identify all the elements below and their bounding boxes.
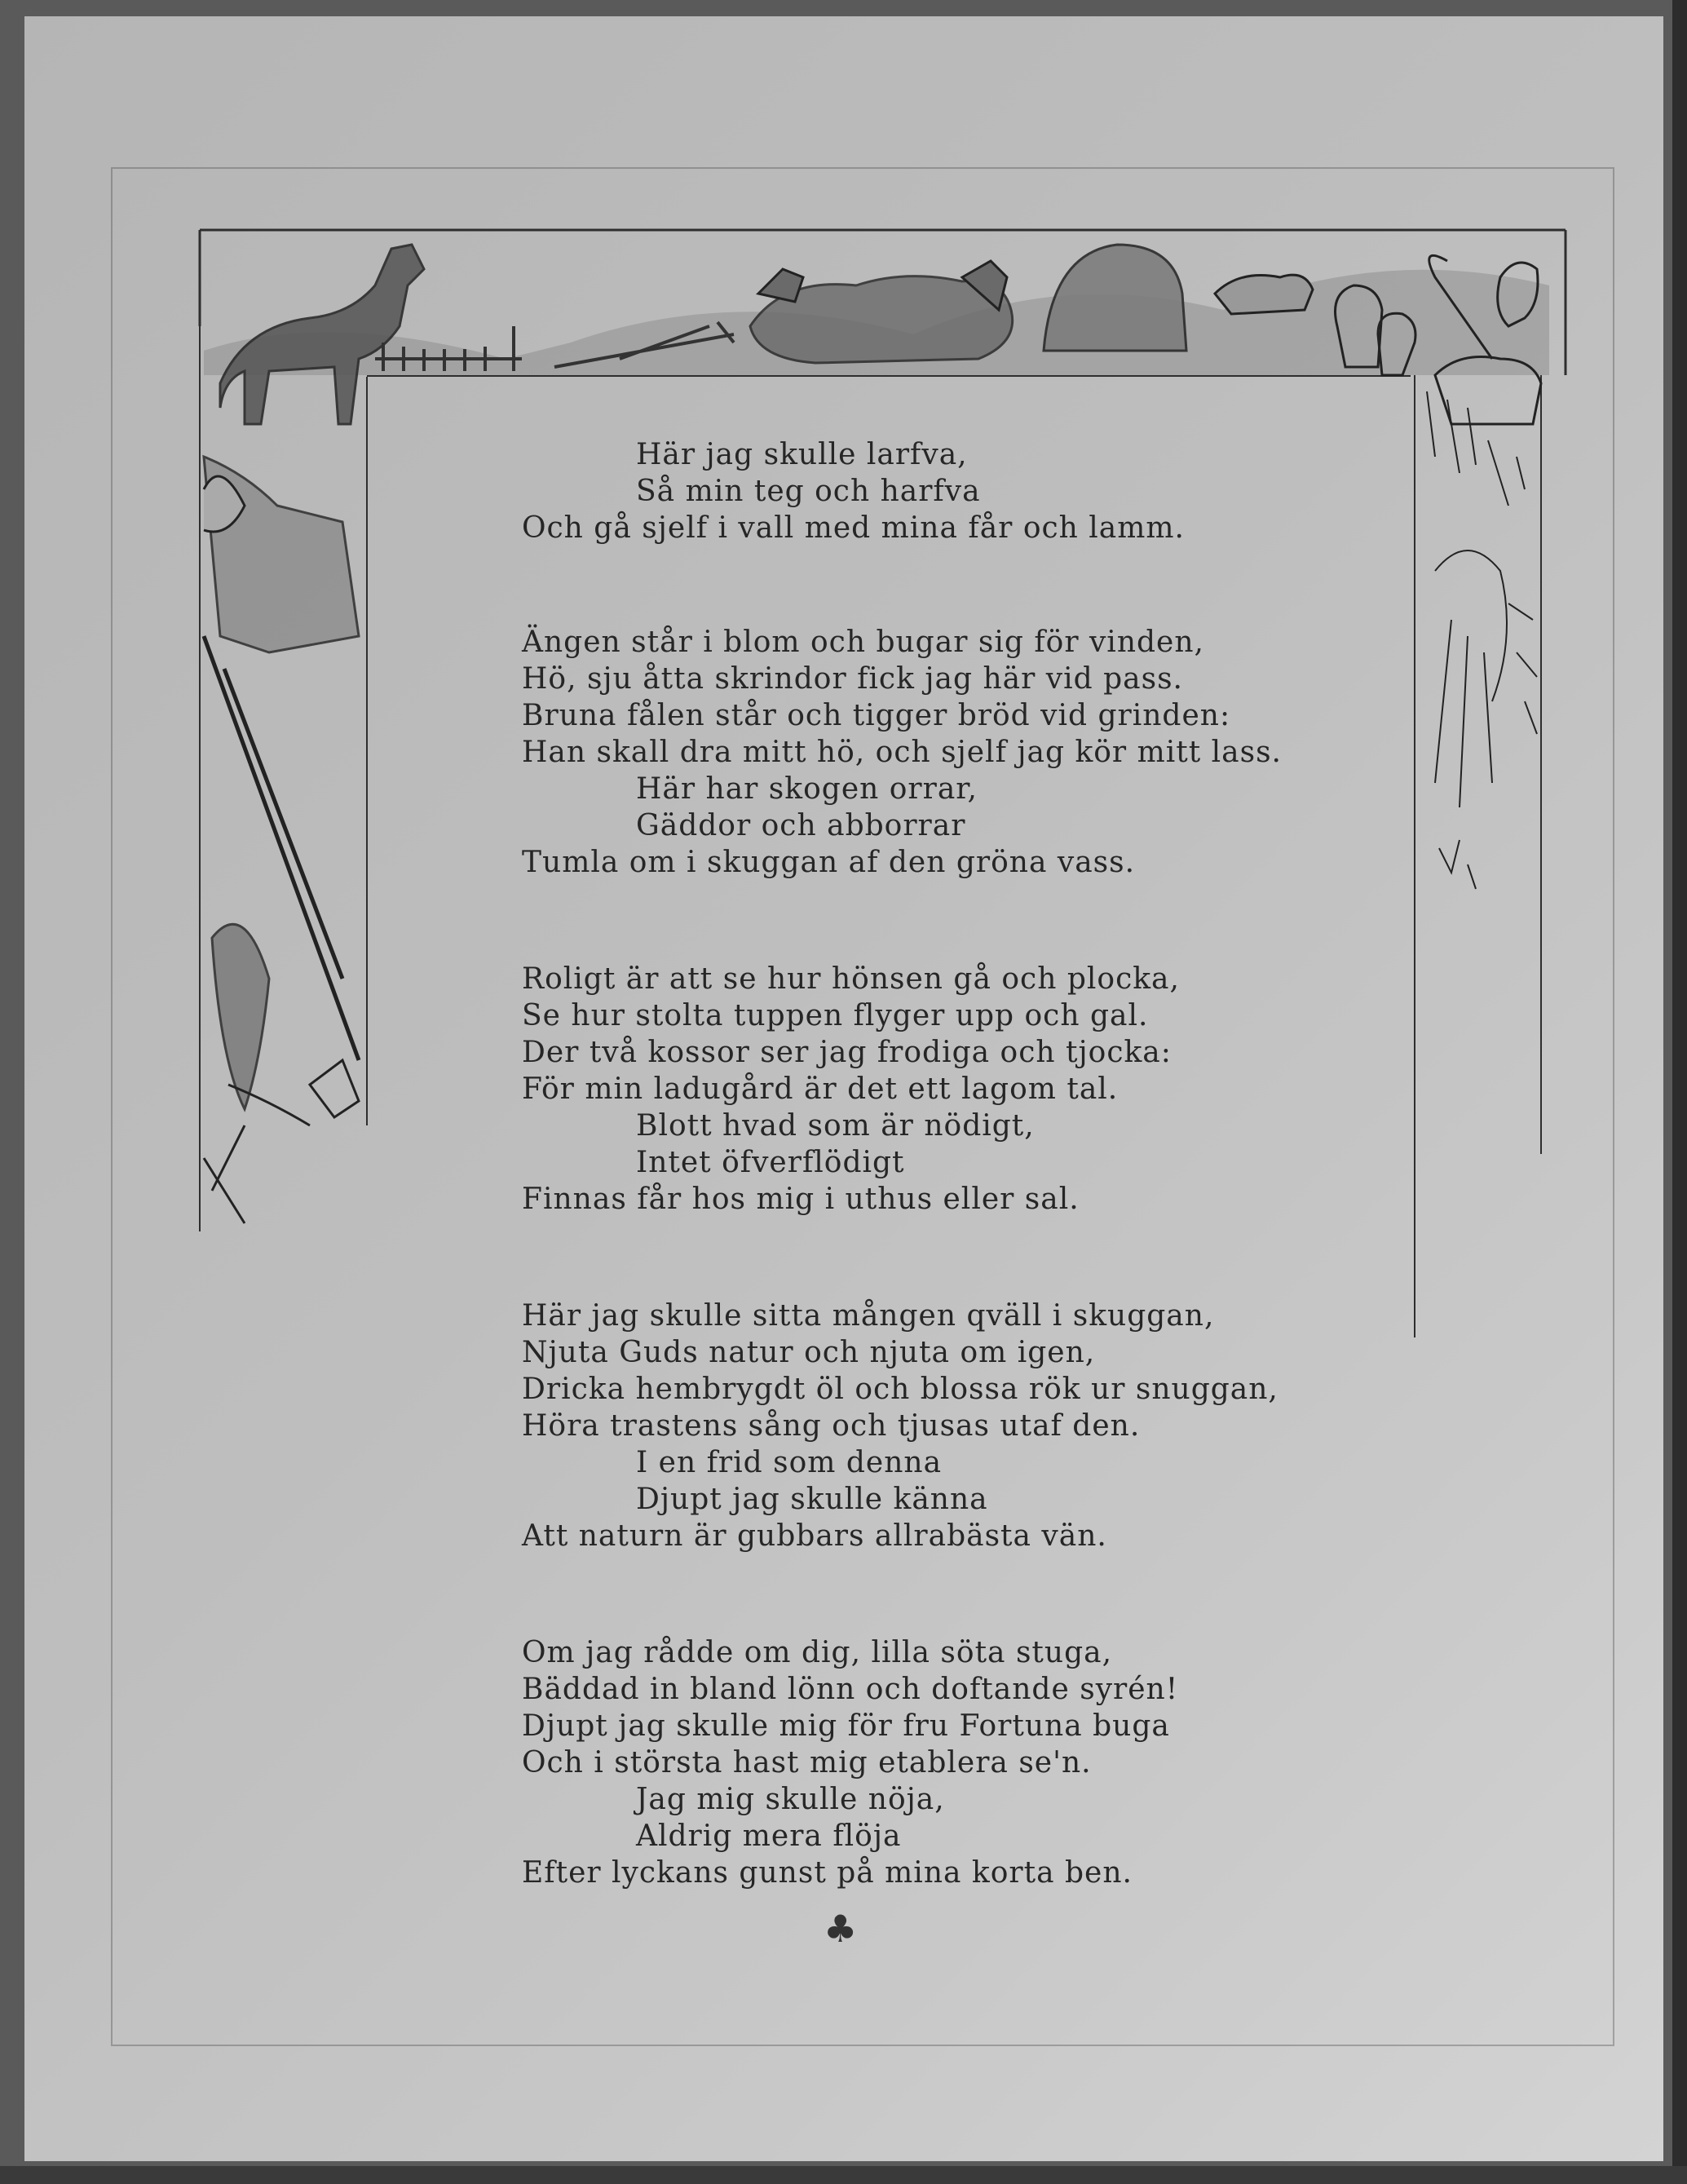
- poem-line: Och i största hast mig etablera se'n.: [522, 1746, 1092, 1779]
- poem-line: Djupt jag skulle känna: [636, 1483, 988, 1516]
- club-ornament-icon: ♣: [824, 1907, 858, 1951]
- poem-line: Här har skogen orrar,: [636, 772, 978, 806]
- stanza: [522, 961, 1256, 1218]
- poem-line: Tumla om i skuggan af den gröna vass.: [522, 846, 1136, 879]
- poem-line: Der två kossor ser jag frodiga och tjocka:: [522, 1036, 1172, 1069]
- poem-line: Roligt är att se hur hönsen gå och plocka,: [522, 962, 1180, 996]
- poem-line: Gäddor och abborrar: [636, 809, 966, 842]
- scan-edge-bottom: [0, 2166, 1687, 2184]
- poem-line: Han skall dra mitt hö, och sjelf jag kör mitt lass.: [522, 736, 1282, 769]
- poem-line: Njuta Guds natur och njuta om igen,: [522, 1336, 1096, 1369]
- poem-line: Efter lyckans gunst på mina korta ben.: [522, 1856, 1133, 1890]
- poem-line: Här jag skulle larfva,: [636, 438, 968, 471]
- poem-line: Så min teg och harfva: [636, 475, 981, 508]
- poem-line: Ängen står i blom och bugar sig för vinden,: [522, 626, 1204, 659]
- poem-line: Bäddad in bland lönn och doftande syrén!: [522, 1673, 1179, 1706]
- poem-line: Intet öfverflödigt: [636, 1146, 905, 1179]
- stanza: [522, 624, 1282, 881]
- poem-line: För min ladugård är det ett lagom tal.: [522, 1072, 1119, 1106]
- poem-line: Om jag rådde om dig, lilla söta stuga,: [522, 1636, 1113, 1669]
- stanza: [522, 1298, 1278, 1554]
- poem-line: Blott hvad som är nödigt,: [636, 1109, 1035, 1143]
- poem-line: Aldrig mera flöja: [636, 1819, 902, 1853]
- poem-line: Och gå sjelf i vall med mina får och lamm.: [522, 511, 1185, 545]
- poem-line: Finnas får hos mig i uthus eller sal.: [522, 1183, 1080, 1216]
- scan-edge-right: [1672, 0, 1687, 2184]
- stanza: [522, 1634, 1256, 1891]
- poem-line: Här jag skulle sitta mången qväll i skuggan,: [522, 1299, 1215, 1333]
- poem-line: Hö, sju åtta skrindor fick jag här vid pass.: [522, 662, 1184, 696]
- poem-line: Höra trastens sång och tjusas utaf den.: [522, 1409, 1141, 1443]
- poem-line: Dricka hembrygdt öl och blossa rök ur snuggan,: [522, 1373, 1278, 1406]
- poem-line: I en frid som denna: [636, 1446, 943, 1479]
- poem-line: Se hur stolta tuppen flyger upp och gal.: [522, 999, 1149, 1032]
- poem-line: Djupt jag skulle mig för fru Fortuna buga: [522, 1709, 1170, 1743]
- poem-line: Bruna fålen står och tigger bröd vid grinden:: [522, 699, 1231, 732]
- poem-text: [522, 436, 1282, 1971]
- poem-line: Att naturn är gubbars allrabästa vän.: [522, 1519, 1107, 1553]
- poem-line: Jag mig skulle nöja,: [636, 1783, 945, 1816]
- stanza: [522, 436, 1256, 546]
